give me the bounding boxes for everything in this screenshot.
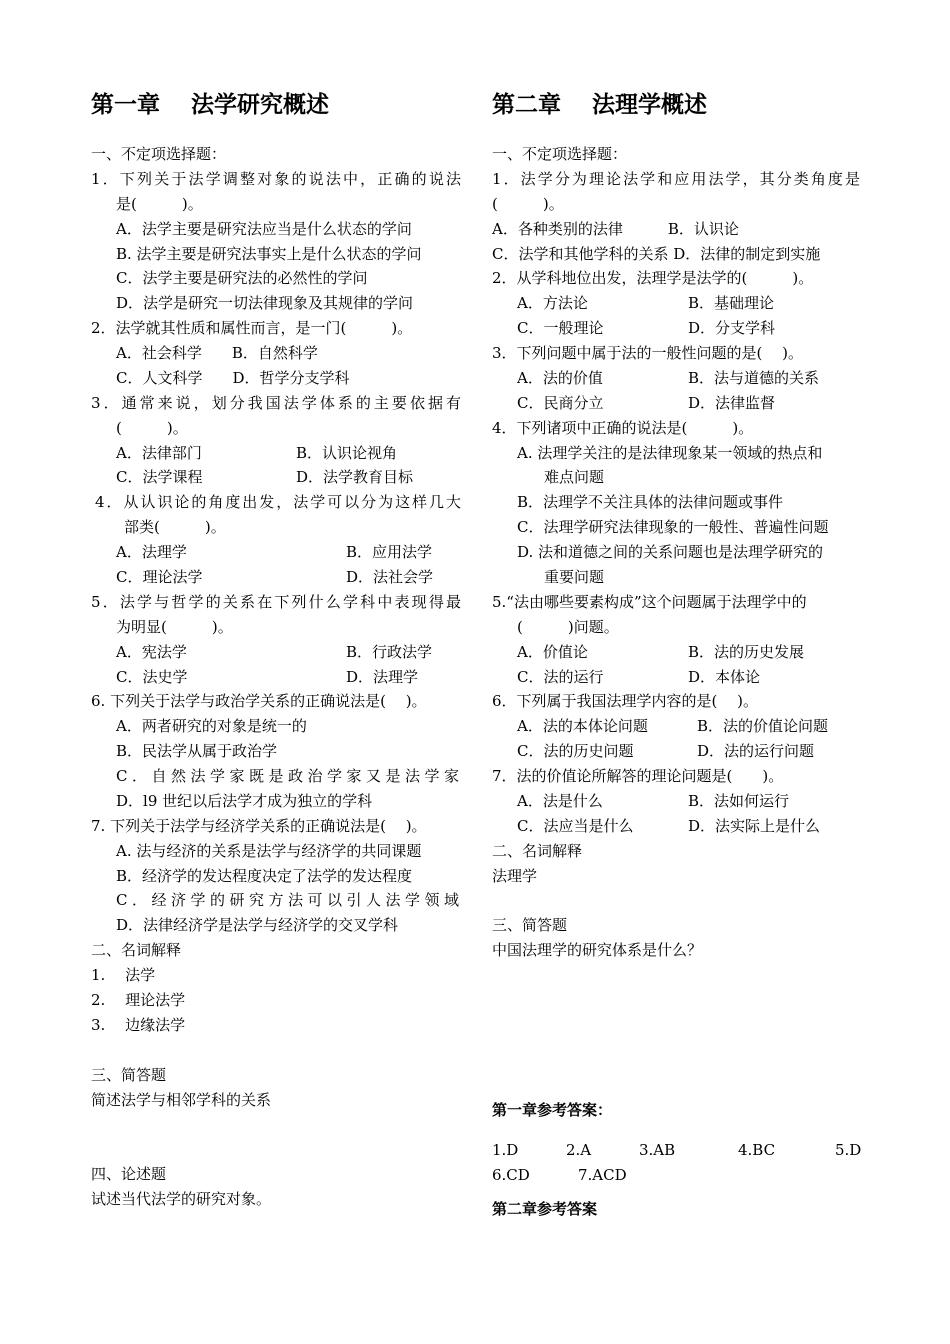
question-5-cont: ( )问题。 [517,618,619,636]
option-a-cont: 难点问题 [544,468,605,486]
question-6: 6. 下列关于法学与政治学关系的正确说法是( )。 [91,692,427,710]
section-short-answer-heading: 三、简答题 [91,1066,167,1084]
option-b: B．基础理论 [688,294,775,312]
option-c: C．民商分立 [517,394,604,412]
option-d: D．法学教育目标 [296,468,414,486]
option-b: B．法理学不关注具体的法律问题或事件 [517,493,784,511]
options-cd: C．法学和其他学科的关系 D．法律的制定到实施 [492,245,821,263]
option-c: C．一般理论 [517,319,604,337]
option-b: B．经济学的发达程度决定了法学的发达程度 [116,867,413,885]
question-6: 6．下列属于我国法理学内容的是( )。 [492,692,759,710]
section-choice-heading: 一、不定项选择题： [91,145,227,163]
section-short-answer-heading: 三、简答题 [492,916,568,934]
option-a: A. 法理学关注的是法律现象某一领域的热点和 [517,444,823,462]
option-b: B. 法学主要是研究法事实上是什么状态的学问 [116,245,422,263]
option-d-cont: 重要问题 [544,568,605,586]
option-a: A．两者研究的对象是统一的 [116,717,307,735]
option-c: C．法应当是什么 [517,817,634,835]
option-d: D．l9 世纪以后法学才成为独立的学科 [116,792,373,810]
option-d: D．法实际上是什么 [688,817,821,835]
options-ab: A．社会科学 B．自然科学 [116,344,318,362]
option-d: D．法理学 [346,668,419,686]
term-item: 3. 边缘法学 [91,1016,186,1034]
section-choice-heading: 一、不定项选择题： [492,145,628,163]
option-b: B．行政法学 [346,643,433,661]
essay-question: 试述当代法学的研究对象。 [91,1190,272,1208]
question-4: 4．从认识论的角度出发，法学可以分为这样几大 [95,493,461,511]
question-7: 7. 下列关于法学与经济学关系的正确说法是( )。 [91,817,427,835]
option-c: C．法的历史问题 [517,742,634,760]
option-c: C．法理学研究法律现象的一般性、普遍性问题 [517,518,829,536]
option-b: B．法的历史发展 [688,643,805,661]
option-a: A．方法论 [517,294,588,312]
answers-ch1-title: 第一章参考答案： [492,1101,613,1119]
option-a: A．法是什么 [517,792,603,810]
question-3: 3．下列问题中属于法的一般性问题的是( )。 [492,344,804,362]
option-a: A．法学主要是研究法应当是什么状态的学问 [116,220,412,238]
option-d: D．本体论 [688,668,761,686]
question-2: 2．法学就其性质和属性而言，是一门( )。 [91,319,413,337]
option-a: A．法理学 [116,543,187,561]
option-c: C．经济学的研究方法可以引人法学领域 [116,891,459,909]
option-a: A．宪法学 [116,643,187,661]
option-d: D．法的运行问题 [697,742,815,760]
term-item: 法理学 [492,867,538,885]
option-c: C．法学课程 [116,468,203,486]
option-b: B．法的价值论问题 [697,717,829,735]
question-1: 1．法学分为理论法学和应用法学，其分类角度是 [492,170,860,188]
option-b: B．认识论视角 [296,444,398,462]
answer-item: 4.BC [738,1141,776,1159]
question-3: 3．通常来说，划分我国法学体系的主要依据有 [91,394,461,412]
question-3-cont: ( )。 [116,419,188,437]
question-4: 4．下列诸项中正确的说法是( )。 [492,419,754,437]
question-2: 2．从学科地位出发，法理学是法学的( )。 [492,269,814,287]
answer-item: 2.A [566,1141,592,1159]
term-item: 2. 理论法学 [91,991,186,1009]
option-b: B．法如何运行 [688,792,790,810]
option-d: D．法律监督 [688,394,776,412]
answer-item: 1.D [492,1141,519,1159]
question-1-cont: 是( )。 [116,195,203,213]
option-d: D．分支学科 [688,319,776,337]
answers-ch2-title: 第二章参考答案 [492,1200,598,1218]
option-b: B．民法学从属于政治学 [116,742,278,760]
option-a: A．法律部门 [116,444,202,462]
option-b: B．法与道德的关系 [688,369,820,387]
question-1-cont: ( )。 [492,195,564,213]
options-cd: C．人文科学 D．哲学分支学科 [116,369,350,387]
question-5-cont: 为明显( )。 [116,618,233,636]
answer-item: 7.ACD [578,1166,627,1184]
answer-item: 3.AB [639,1141,676,1159]
option-d: D．法学是研究一切法律现象及其规律的学问 [116,294,414,312]
section-terms-heading: 二、名词解释 [492,842,583,860]
question-1: 1．下列关于法学调整对象的说法中，正确的说法 [91,170,461,188]
answer-item: 5.D [835,1141,862,1159]
option-c: C．法的运行 [517,668,604,686]
option-a: A．法的本体论问题 [517,717,648,735]
short-answer-question: 简述法学与相邻学科的关系 [91,1091,272,1109]
options-ab: A．各种类别的法律 B．认识论 [492,220,739,238]
option-c: C．自然法学家既是政治学家又是法学家 [116,767,459,785]
question-7: 7．法的价值论所解答的理论问题是( )。 [492,767,784,785]
chapter-2-title: 第二章 法理学概述 [492,92,708,118]
option-d: D．法社会学 [346,568,434,586]
option-c: C．法学主要是研究法的必然性的学问 [116,269,368,287]
option-c: C．理论法学 [116,568,203,586]
option-d: D. 法和道德之间的关系问题也是法理学研究的 [517,543,824,561]
option-a: A．价值论 [517,643,588,661]
option-a: A. 法与经济的关系是法学与经济学的共同课题 [116,842,422,860]
option-d: D．法律经济学是法学与经济学的交叉学科 [116,916,399,934]
option-b: B．应用法学 [346,543,433,561]
term-item: 1. 法学 [91,966,156,984]
question-5: 5．法学与哲学的关系在下列什么学科中表现得最 [91,593,461,611]
question-4-cont: 部类( )。 [124,518,226,536]
answer-item: 6.CD [492,1166,530,1184]
question-5: 5.“法由哪些要素构成”这个问题属于法理学中的 [492,593,807,611]
section-essay-heading: 四、论述题 [91,1165,167,1183]
option-c: C．法史学 [116,668,188,686]
section-terms-heading: 二、名词解释 [91,941,182,959]
option-a: A．法的价值 [517,369,603,387]
chapter-1-title: 第一章 法学研究概述 [91,92,330,118]
short-answer-question: 中国法理学的研究体系是什么？ [492,941,703,959]
